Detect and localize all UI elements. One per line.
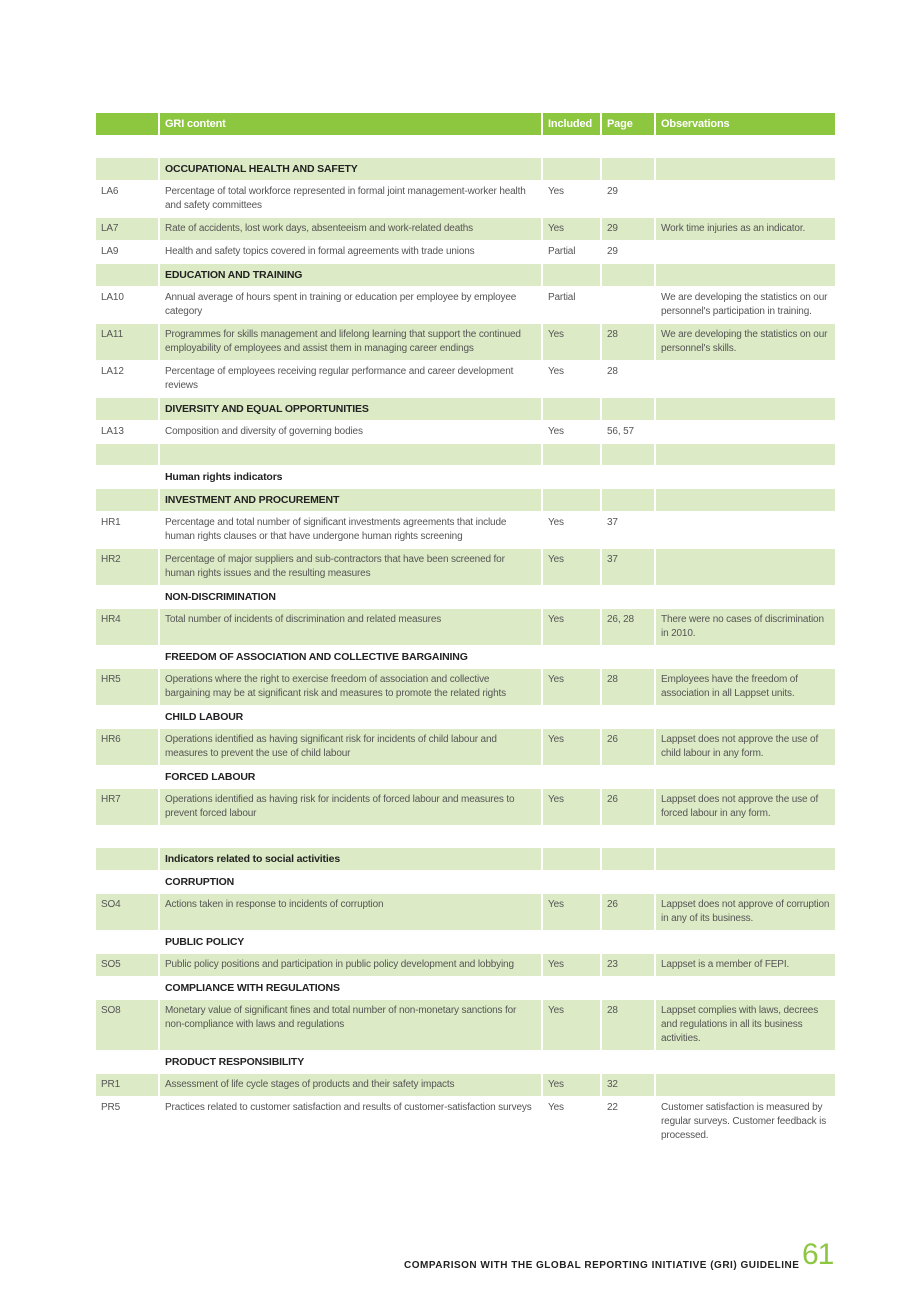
- code-cell: [96, 586, 158, 608]
- code-cell: [96, 1051, 158, 1073]
- section-title: NON-DISCRIMINATION: [165, 591, 276, 603]
- content-cell: Assessment of life cycle stages of products and their safety impacts: [160, 1074, 541, 1096]
- included-cell: Yes: [548, 1102, 564, 1113]
- included-cell: [543, 264, 600, 286]
- observations-cell: [656, 646, 835, 668]
- table-row: [96, 218, 835, 240]
- table-row: [96, 954, 835, 976]
- included-cell: Partial: [548, 246, 576, 257]
- code-cell: [96, 706, 158, 728]
- observations-cell: [656, 466, 835, 488]
- section-title: PUBLIC POLICY: [165, 936, 245, 948]
- included-cell: [543, 466, 600, 488]
- included-cell: Yes: [543, 729, 600, 765]
- page-cell: 32: [602, 1074, 654, 1096]
- included-cell: [543, 489, 600, 511]
- section-heading-row: [96, 398, 835, 420]
- page-cell: [602, 586, 654, 608]
- table-row: [96, 1074, 835, 1096]
- observations-cell: [656, 181, 835, 217]
- observations-cell: [656, 706, 835, 728]
- content-cell: Operations identified as having significant risk for incidents of child labour and measures to prevent the use of child labour: [160, 729, 541, 765]
- page-cell: 28: [607, 366, 618, 377]
- included-cell: Yes: [548, 517, 564, 528]
- included-cell: Yes: [543, 218, 600, 240]
- code-cell: LA10: [101, 292, 124, 303]
- section-heading-row: [96, 158, 835, 180]
- observations-cell: There were no cases of discrimination in 2010.: [656, 609, 835, 645]
- content-cell: Percentage and total number of significant investments agreements that include human rights clauses or that have undergone human rights screening: [165, 517, 507, 542]
- section-title: OCCUPATIONAL HEALTH AND SAFETY: [160, 158, 541, 180]
- content-cell: Percentage of employees receiving regular performance and career development reviews: [165, 366, 514, 391]
- page-cell: 26: [602, 789, 654, 825]
- section-heading-row: [96, 586, 835, 608]
- code-cell: [96, 489, 158, 511]
- observations-cell: Lappset does not approve of corruption in any of its business.: [656, 894, 835, 930]
- observations-cell: [656, 586, 835, 608]
- page-cell: 28: [602, 1000, 654, 1050]
- observations-cell: Lappset does not approve the use of child labour in any form.: [656, 729, 835, 765]
- included-cell: Partial: [548, 292, 576, 303]
- included-cell: Yes: [543, 609, 600, 645]
- table-row: [96, 287, 835, 323]
- included-cell: Yes: [548, 366, 564, 377]
- code-cell: [96, 264, 158, 286]
- included-cell: [543, 706, 600, 728]
- page-cell: [602, 848, 654, 870]
- page-cell: [602, 466, 654, 488]
- section-title: Indicators related to social activities: [160, 848, 541, 870]
- code-cell: [96, 826, 158, 847]
- code-cell: [96, 158, 158, 180]
- observations-cell: [656, 361, 835, 397]
- code-cell: [96, 848, 158, 870]
- observations-cell: [656, 977, 835, 999]
- header-included: Included: [543, 113, 600, 135]
- observations-cell: We are developing the statistics on our personnel's participation in training.: [661, 292, 828, 317]
- included-cell: Yes: [543, 669, 600, 705]
- code-cell: HR1: [101, 517, 121, 528]
- section-title: FORCED LABOUR: [165, 771, 256, 783]
- observations-cell: Lappset does not approve the use of forced labour in any form.: [656, 789, 835, 825]
- section-heading-row: [96, 766, 835, 788]
- content-cell: Practices related to customer satisfaction and results of customer-satisfaction surveys: [165, 1102, 532, 1113]
- code-cell: LA11: [96, 324, 158, 360]
- included-cell: Yes: [548, 186, 564, 197]
- page-cell: [602, 977, 654, 999]
- observations-cell: Customer satisfaction is measured by regular surveys. Customer feedback is processed.: [661, 1102, 827, 1141]
- page-cell: 29: [607, 246, 618, 257]
- code-cell: SO5: [96, 954, 158, 976]
- table-row: [96, 1000, 835, 1050]
- section-title: FREEDOM OF ASSOCIATION AND COLLECTIVE BARGAINING: [165, 651, 468, 663]
- code-cell: [96, 871, 158, 893]
- code-cell: LA6: [101, 186, 119, 197]
- included-cell: [543, 766, 600, 788]
- content-cell: [160, 444, 541, 465]
- observations-cell: [656, 158, 835, 180]
- page-cell: 28: [602, 669, 654, 705]
- section-title: INVESTMENT AND PROCUREMENT: [160, 489, 541, 511]
- observations-cell: [656, 241, 835, 263]
- table-row: [96, 361, 835, 397]
- observations-cell: [656, 398, 835, 420]
- page-cell: [602, 646, 654, 668]
- header-gri-content: GRI content: [160, 113, 541, 135]
- table-body: [96, 136, 835, 1147]
- section-heading-row: [96, 1051, 835, 1073]
- page-number: 61: [802, 1238, 834, 1271]
- page-cell: 22: [607, 1102, 618, 1113]
- observations-cell: [656, 264, 835, 286]
- blank-row: [96, 826, 835, 847]
- code-cell: PR1: [96, 1074, 158, 1096]
- observations-cell: [656, 1051, 835, 1073]
- included-cell: Yes: [543, 1000, 600, 1050]
- section-heading-row: [96, 489, 835, 511]
- section-title: DIVERSITY AND EQUAL OPPORTUNITIES: [160, 398, 541, 420]
- content-cell: Total number of incidents of discrimination and related measures: [160, 609, 541, 645]
- included-cell: [543, 848, 600, 870]
- content-cell: [160, 826, 541, 847]
- section-title: Human rights indicators: [165, 471, 283, 483]
- code-cell: HR4: [96, 609, 158, 645]
- page-cell: [602, 489, 654, 511]
- included-cell: Yes: [543, 324, 600, 360]
- included-cell: Yes: [548, 426, 564, 437]
- code-cell: [96, 136, 158, 157]
- section-title: CHILD LABOUR: [165, 711, 244, 723]
- section-title: COMPLIANCE WITH REGULATIONS: [165, 982, 340, 994]
- page-cell: [602, 826, 654, 847]
- code-cell: PR5: [101, 1102, 121, 1113]
- code-cell: HR2: [96, 549, 158, 585]
- observations-cell: [656, 549, 835, 585]
- observations-cell: [656, 931, 835, 953]
- table-row: [96, 669, 835, 705]
- table-row: [96, 324, 835, 360]
- page-cell: [602, 264, 654, 286]
- page-cell: [602, 398, 654, 420]
- code-cell: [96, 646, 158, 668]
- included-cell: [543, 646, 600, 668]
- table-row: [96, 512, 835, 548]
- section-heading-row: [96, 931, 835, 953]
- content-cell: Public policy positions and participation in public policy development and lobbying: [160, 954, 541, 976]
- header-page: Page: [602, 113, 654, 135]
- page-cell: 23: [602, 954, 654, 976]
- table-row: [96, 729, 835, 765]
- page-cell: [602, 136, 654, 157]
- observations-cell: [656, 444, 835, 465]
- observations-cell: [656, 766, 835, 788]
- page-cell: 26: [602, 894, 654, 930]
- page-cell: [602, 931, 654, 953]
- included-cell: [543, 871, 600, 893]
- header-code: [96, 113, 158, 135]
- page-cell: [602, 766, 654, 788]
- page-cell: [602, 871, 654, 893]
- page-cell: 26, 28: [602, 609, 654, 645]
- page-cell: 28: [602, 324, 654, 360]
- section-title: PRODUCT RESPONSIBILITY: [165, 1056, 305, 1068]
- code-cell: HR5: [96, 669, 158, 705]
- blank-row: [96, 136, 835, 157]
- section-heading-row: [96, 977, 835, 999]
- section-heading-row: [96, 706, 835, 728]
- included-cell: [543, 444, 600, 465]
- code-cell: [96, 766, 158, 788]
- page-cell: [602, 444, 654, 465]
- footer-title: COMPARISON WITH THE GLOBAL REPORTING INITIATIVE (GRI) GUIDELINE: [404, 1260, 800, 1271]
- section-heading-row: [96, 264, 835, 286]
- page-cell: [602, 1051, 654, 1073]
- included-cell: [543, 398, 600, 420]
- content-cell: Annual average of hours spent in training or education per employee by employee category: [165, 292, 517, 317]
- code-cell: LA13: [101, 426, 124, 437]
- included-cell: [543, 1051, 600, 1073]
- code-cell: SO8: [96, 1000, 158, 1050]
- included-cell: Yes: [543, 894, 600, 930]
- included-cell: [543, 136, 600, 157]
- section-title: EDUCATION AND TRAINING: [160, 264, 541, 286]
- table-row: [96, 241, 835, 263]
- header-observations: Observations: [656, 113, 835, 135]
- page-cell: 29: [602, 218, 654, 240]
- section-heading-row: [96, 466, 835, 488]
- content-cell: Actions taken in response to incidents of corruption: [160, 894, 541, 930]
- included-cell: Yes: [543, 549, 600, 585]
- observations-cell: [656, 848, 835, 870]
- page-cell: 29: [607, 186, 618, 197]
- observations-cell: We are developing the statistics on our personnel's skills.: [656, 324, 835, 360]
- section-title: CORRUPTION: [165, 876, 235, 888]
- included-cell: Yes: [543, 1074, 600, 1096]
- observations-cell: [656, 512, 835, 548]
- page-cell: 37: [602, 549, 654, 585]
- observations-cell: Employees have the freedom of association in all Lappset units.: [656, 669, 835, 705]
- code-cell: LA9: [101, 246, 119, 257]
- section-heading-row: [96, 646, 835, 668]
- code-cell: HR7: [96, 789, 158, 825]
- content-cell: Percentage of total workforce represented in formal joint management-worker health and safety committees: [165, 186, 526, 211]
- page-cell: [602, 706, 654, 728]
- page-cell: [602, 287, 654, 323]
- observations-cell: Lappset is a member of FEPI.: [656, 954, 835, 976]
- content-cell: Programmes for skills management and lifelong learning that support the continued employability of employees and assist them in managing career endings: [160, 324, 541, 360]
- table-header-row: [96, 113, 835, 135]
- code-cell: HR6: [96, 729, 158, 765]
- content-cell: Percentage of major suppliers and sub-contractors that have been screened for human rights issues and the resulting measures: [160, 549, 541, 585]
- section-heading-row: [96, 871, 835, 893]
- section-heading-row: [96, 848, 835, 870]
- observations-cell: [656, 1074, 835, 1096]
- code-cell: [96, 977, 158, 999]
- included-cell: [543, 826, 600, 847]
- included-cell: [543, 158, 600, 180]
- code-cell: [96, 466, 158, 488]
- content-cell: Monetary value of significant fines and total number of non-monetary sanctions for non-compliance with laws and regulations: [160, 1000, 541, 1050]
- gri-table: [94, 112, 837, 1148]
- observations-cell: Lappset complies with laws, decrees and regulations in all its business activities.: [656, 1000, 835, 1050]
- code-cell: LA7: [96, 218, 158, 240]
- included-cell: [543, 931, 600, 953]
- observations-cell: [656, 871, 835, 893]
- content-cell: Composition and diversity of governing bodies: [165, 426, 363, 437]
- page-cell: 56, 57: [607, 426, 634, 437]
- table-row: [96, 421, 835, 443]
- observations-cell: [656, 421, 835, 443]
- content-cell: Operations identified as having risk for incidents of forced labour and measures to prevent forced labour: [160, 789, 541, 825]
- observations-cell: [656, 489, 835, 511]
- page-cell: [602, 158, 654, 180]
- table-row: [96, 894, 835, 930]
- table-row: [96, 789, 835, 825]
- code-cell: [96, 931, 158, 953]
- page-cell: 37: [607, 517, 618, 528]
- observations-cell: Work time injuries as an indicator.: [656, 218, 835, 240]
- table-row: [96, 181, 835, 217]
- included-cell: [543, 977, 600, 999]
- code-cell: [96, 444, 158, 465]
- content-cell: Health and safety topics covered in formal agreements with trade unions: [165, 246, 475, 257]
- observations-cell: [656, 826, 835, 847]
- page-cell: 26: [602, 729, 654, 765]
- table-row: [96, 609, 835, 645]
- content-cell: Rate of accidents, lost work days, absenteeism and work-related deaths: [160, 218, 541, 240]
- content-cell: Operations where the right to exercise freedom of association and collective bargaining may be at significant risk and measures to promote the related rights: [160, 669, 541, 705]
- table-row: [96, 549, 835, 585]
- included-cell: Yes: [543, 789, 600, 825]
- observations-cell: [656, 136, 835, 157]
- code-cell: [96, 398, 158, 420]
- included-cell: Yes: [543, 954, 600, 976]
- content-cell: [160, 136, 541, 157]
- code-cell: SO4: [96, 894, 158, 930]
- blank-row: [96, 444, 835, 465]
- table-row: [96, 1097, 835, 1147]
- code-cell: LA12: [101, 366, 124, 377]
- included-cell: [543, 586, 600, 608]
